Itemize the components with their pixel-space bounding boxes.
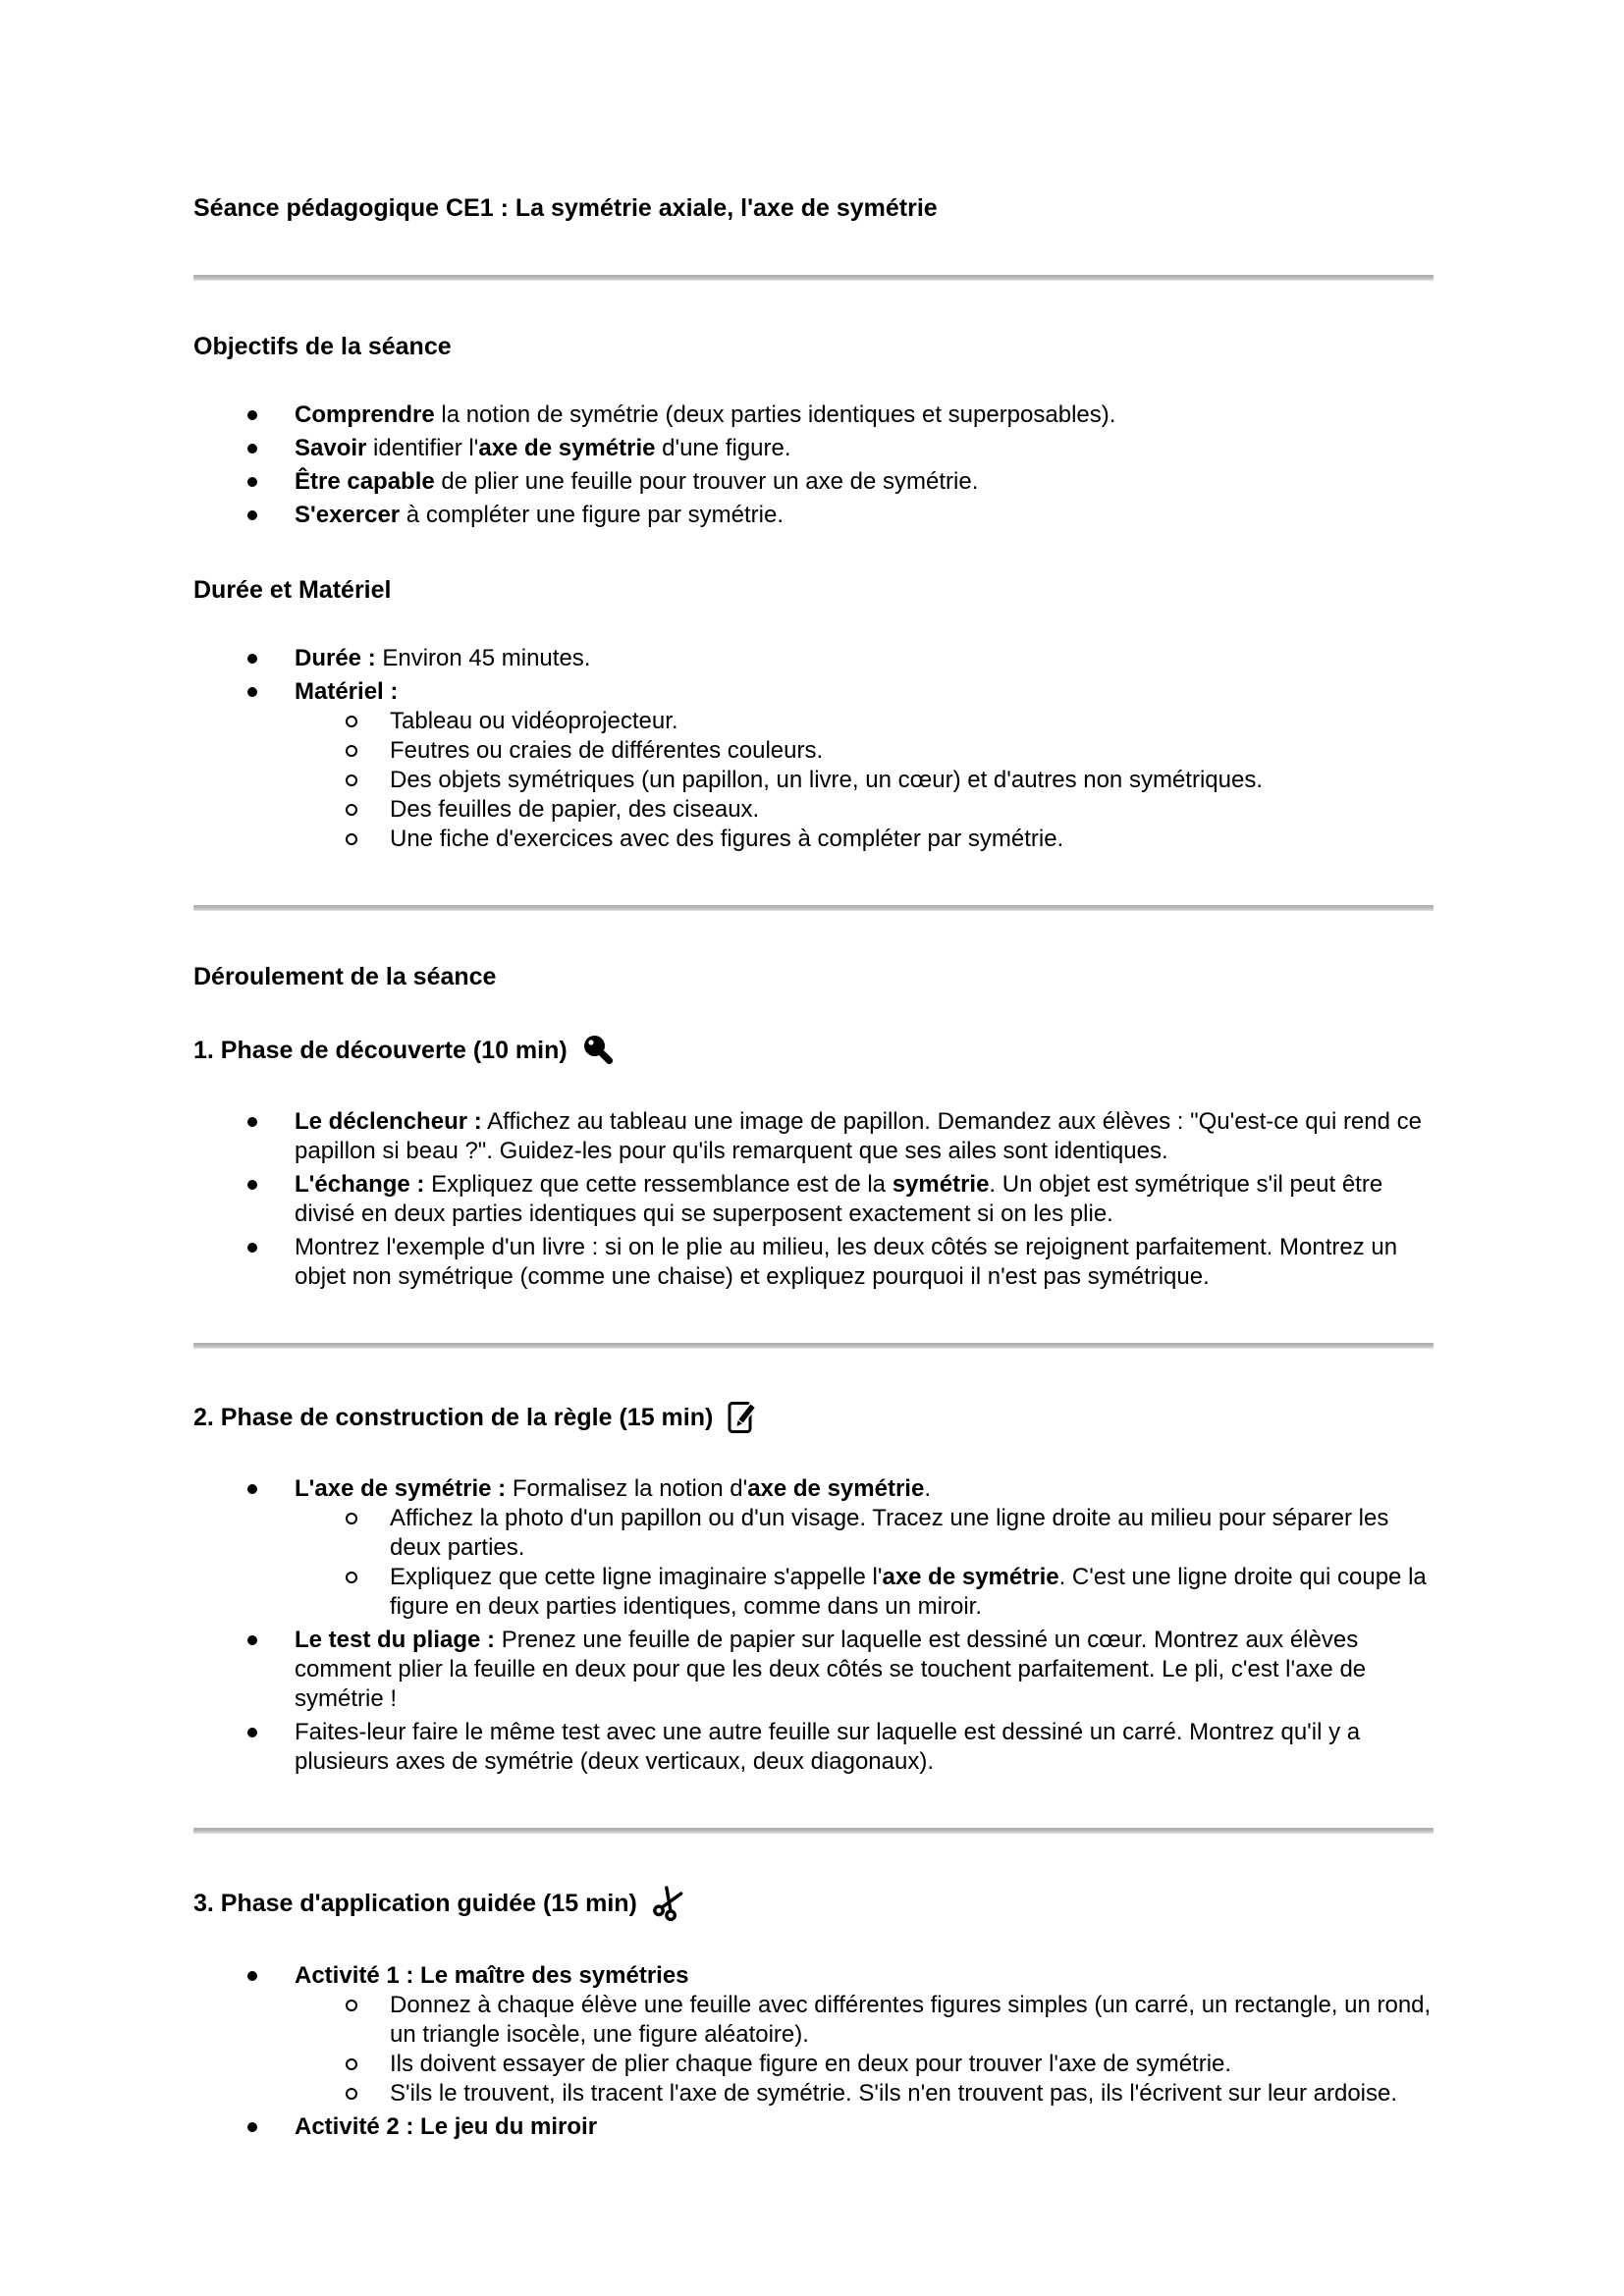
bold-text-run: Activité 1 : Le maître des symétries bbox=[295, 1962, 689, 1989]
list-item bbox=[193, 467, 1434, 497]
section-heading bbox=[193, 332, 1434, 361]
list-item bbox=[193, 1233, 1434, 1292]
text-run: Affichez au tableau une image de papillon. Demandez aux élèves : "Qu'est-ce qui rend ce papillon si beau ?". Guidez-les pour qu'ils remarquent que ses ailes sont identiques. bbox=[295, 1108, 1422, 1164]
bold-text-run: S'exercer bbox=[295, 502, 401, 528]
bullet-circle-icon bbox=[346, 2000, 357, 2011]
bullet-circle-icon bbox=[346, 774, 357, 786]
list-item-text bbox=[295, 678, 398, 705]
text-run: Montrez l'exemple d'un livre : si on le plie au milieu, les deux côtés se rejoignent parfaitement. Montrez un objet non symétrique (comme une chaise) et expliquez pourquoi il n'est pas symétrique. bbox=[295, 1234, 1398, 1290]
text-run: à compléter une figure par symétrie. bbox=[400, 502, 784, 528]
phase-heading bbox=[193, 1400, 1434, 1435]
section-divider bbox=[193, 1343, 1434, 1349]
list-item-text bbox=[390, 1564, 1427, 1620]
bullet-disc-icon bbox=[247, 654, 257, 664]
bullet-disc-icon bbox=[247, 410, 257, 420]
bold-text-run: symétrie bbox=[892, 1171, 990, 1198]
bullet-circle-icon bbox=[346, 1572, 357, 1583]
section-heading-text: Durée et Matériel bbox=[193, 576, 392, 604]
list-item bbox=[193, 1170, 1434, 1229]
text-run: Expliquez que cette ressemblance est de la bbox=[424, 1171, 893, 1198]
list-item-text bbox=[295, 1171, 1382, 1227]
bullet-circle-icon bbox=[346, 833, 357, 845]
list-item-text bbox=[390, 2051, 1231, 2077]
bold-text-run: L'axe de symétrie : bbox=[295, 1475, 507, 1502]
phase-heading-text: 1. Phase de découverte (10 min) bbox=[193, 1037, 568, 1064]
text-run: Environ 45 minutes. bbox=[375, 645, 591, 671]
list-item-text bbox=[295, 1627, 1366, 1712]
list-item-text bbox=[390, 2080, 1397, 2107]
bullet-list bbox=[193, 1961, 1434, 2142]
section-heading bbox=[193, 962, 1434, 991]
list-item bbox=[193, 736, 1434, 766]
text-run: Une fiche d'exercices avec des figures à compléter par symétrie. bbox=[390, 826, 1064, 852]
list-item bbox=[193, 2050, 1434, 2079]
text-run: . bbox=[924, 1475, 931, 1502]
list-item-text bbox=[390, 767, 1263, 793]
list-item bbox=[193, 434, 1434, 463]
text-run: Prenez une feuille de papier sur laquelle est dessiné un cœur. Montrez aux élèves comment plier la feuille en deux pour que les deux côtés se touchent parfaitement. Le pli, c'est l'axe de symétrie ! bbox=[295, 1627, 1367, 1712]
list-item bbox=[193, 677, 1434, 707]
bullet-disc-icon bbox=[247, 2122, 257, 2132]
bullet-disc-icon bbox=[247, 477, 257, 487]
bullet-disc-icon bbox=[247, 687, 257, 697]
bold-text-run: Matériel : bbox=[295, 678, 399, 705]
section-divider bbox=[193, 905, 1434, 911]
phase-heading-text: 3. Phase d'application guidée (15 min) bbox=[193, 1890, 637, 1917]
list-item-text bbox=[295, 435, 790, 461]
list-item bbox=[193, 825, 1434, 854]
bullet-disc-icon bbox=[247, 1243, 257, 1253]
scissors-icon bbox=[650, 1885, 687, 1922]
list-item-text bbox=[295, 401, 1115, 428]
bullet-circle-icon bbox=[346, 804, 357, 816]
list-item-text bbox=[295, 1234, 1397, 1290]
list-item-text bbox=[390, 708, 678, 734]
text-run: Formalisez la notion d' bbox=[506, 1475, 748, 1502]
bold-text-run: Être capable bbox=[295, 468, 435, 495]
bullet-list bbox=[193, 1107, 1434, 1292]
list-item bbox=[193, 400, 1434, 430]
bullet-circle-icon bbox=[346, 2058, 357, 2070]
text-run: Expliquez que cette ligne imaginaire s'appelle l' bbox=[390, 1564, 883, 1590]
list-item-text bbox=[295, 1962, 689, 1989]
bullet-disc-icon bbox=[247, 444, 257, 454]
text-run: . C'est une ligne droite qui coupe la figure en deux parties identiques, comme dans un miroir. bbox=[390, 1564, 1427, 1620]
text-run: Donnez à chaque élève une feuille avec différentes figures simples (un carré, un rectangle, un rond, un triangle isocèle, une figure aléatoire). bbox=[390, 1992, 1432, 2048]
text-run: S'ils le trouvent, ils tracent l'axe de symétrie. S'ils n'en trouvent pas, ils l'écrivent sur leur ardoise. bbox=[390, 2080, 1398, 2107]
bullet-disc-icon bbox=[247, 1484, 257, 1494]
section-divider bbox=[193, 1828, 1434, 1834]
bold-text-run: axe de symétrie bbox=[478, 435, 656, 461]
text-run: Affichez la photo d'un papillon ou d'un visage. Tracez une ligne droite au milieu pour séparer les deux parties. bbox=[390, 1505, 1389, 1561]
text-run: Faites-leur faire le même test avec une autre feuille sur laquelle est dessiné un carré. Montrez qu'il y a plusieurs axes de symétrie (deux verticaux, deux diagonaux). bbox=[295, 1719, 1361, 1775]
bullet-circle-icon bbox=[346, 745, 357, 757]
text-run: Feutres ou craies de différentes couleurs. bbox=[390, 737, 824, 764]
text-run: la notion de symétrie (deux parties identiques et superposables). bbox=[434, 401, 1116, 428]
bold-text-run: Durée : bbox=[295, 645, 376, 671]
list-item bbox=[193, 766, 1434, 795]
bold-text-run: Le déclencheur : bbox=[295, 1108, 482, 1135]
phase-heading-text: 2. Phase de construction de la règle (15 min) bbox=[193, 1404, 714, 1431]
list-item bbox=[193, 795, 1434, 825]
bullet-disc-icon bbox=[247, 1728, 257, 1737]
bullet-disc-icon bbox=[247, 1971, 257, 1981]
list-item bbox=[193, 2079, 1434, 2109]
list-item-text bbox=[295, 2113, 597, 2140]
bold-text-run: axe de symétrie bbox=[882, 1564, 1059, 1590]
phase-heading bbox=[193, 1885, 1434, 1922]
list-item-text bbox=[390, 826, 1063, 852]
bullet-disc-icon bbox=[247, 1180, 257, 1190]
list-item-text bbox=[390, 737, 823, 764]
list-item bbox=[193, 2112, 1434, 2142]
section-divider bbox=[193, 275, 1434, 281]
list-item-text bbox=[295, 1475, 931, 1502]
magnifier-icon bbox=[580, 1033, 616, 1068]
text-run: Ils doivent essayer de plier chaque figure en deux pour trouver l'axe de symétrie. bbox=[390, 2051, 1232, 2077]
bullet-circle-icon bbox=[346, 2088, 357, 2100]
text-run: Des objets symétriques (un papillon, un livre, un cœur) et d'autres non symétriques. bbox=[390, 767, 1263, 793]
text-run: Des feuilles de papier, des ciseaux. bbox=[390, 796, 760, 823]
list-item-text bbox=[390, 1505, 1388, 1561]
list-item-text bbox=[295, 468, 978, 495]
bullet-disc-icon bbox=[247, 1117, 257, 1127]
list-item-text bbox=[390, 1992, 1431, 2048]
document-body bbox=[193, 275, 1434, 2142]
list-item-text bbox=[295, 1108, 1422, 1164]
text-run: . Un objet est symétrique s'il peut être divisé en deux parties identiques qui se superposent exactement si on les plie. bbox=[295, 1171, 1383, 1227]
text-run: Tableau ou vidéoprojecteur. bbox=[390, 708, 678, 734]
bullet-disc-icon bbox=[247, 1635, 257, 1645]
list-item bbox=[193, 1626, 1434, 1714]
memo-icon bbox=[726, 1400, 759, 1435]
list-item-text bbox=[390, 796, 759, 823]
list-item bbox=[193, 1961, 1434, 1991]
bold-text-run: Savoir bbox=[295, 435, 367, 461]
bullet-circle-icon bbox=[346, 716, 357, 727]
list-item bbox=[193, 1991, 1434, 2050]
bold-text-run: axe de symétrie bbox=[747, 1475, 925, 1502]
bullet-disc-icon bbox=[247, 510, 257, 520]
section-heading bbox=[193, 575, 1434, 605]
text-run: identifier l' bbox=[366, 435, 479, 461]
list-item-text bbox=[295, 645, 590, 671]
phase-heading bbox=[193, 1033, 1434, 1068]
bullet-list bbox=[193, 644, 1434, 854]
list-item-text bbox=[295, 502, 784, 528]
list-item bbox=[193, 1504, 1434, 1563]
list-item bbox=[193, 644, 1434, 673]
text-run: d'une figure. bbox=[655, 435, 791, 461]
list-item bbox=[193, 1718, 1434, 1777]
text-run: de plier une feuille pour trouver un axe de symétrie. bbox=[434, 468, 979, 495]
document-title: Séance pédagogique CE1 : La symétrie axiale, l'axe de symétrie bbox=[193, 194, 938, 222]
bold-text-run: Activité 2 : Le jeu du miroir bbox=[295, 2113, 598, 2140]
list-item-text bbox=[295, 1719, 1360, 1775]
bullet-circle-icon bbox=[346, 1513, 357, 1524]
bullet-list bbox=[193, 400, 1434, 530]
list-item bbox=[193, 501, 1434, 530]
list-item bbox=[193, 707, 1434, 736]
section-heading-text: Objectifs de la séance bbox=[193, 333, 452, 360]
bold-text-run: Le test du pliage : bbox=[295, 1627, 496, 1653]
bullet-list bbox=[193, 1474, 1434, 1777]
list-item bbox=[193, 1474, 1434, 1504]
bold-text-run: Comprendre bbox=[295, 401, 435, 428]
list-item bbox=[193, 1107, 1434, 1166]
section-heading-text: Déroulement de la séance bbox=[193, 963, 497, 990]
list-item bbox=[193, 1563, 1434, 1622]
bold-text-run: L'échange : bbox=[295, 1171, 425, 1198]
